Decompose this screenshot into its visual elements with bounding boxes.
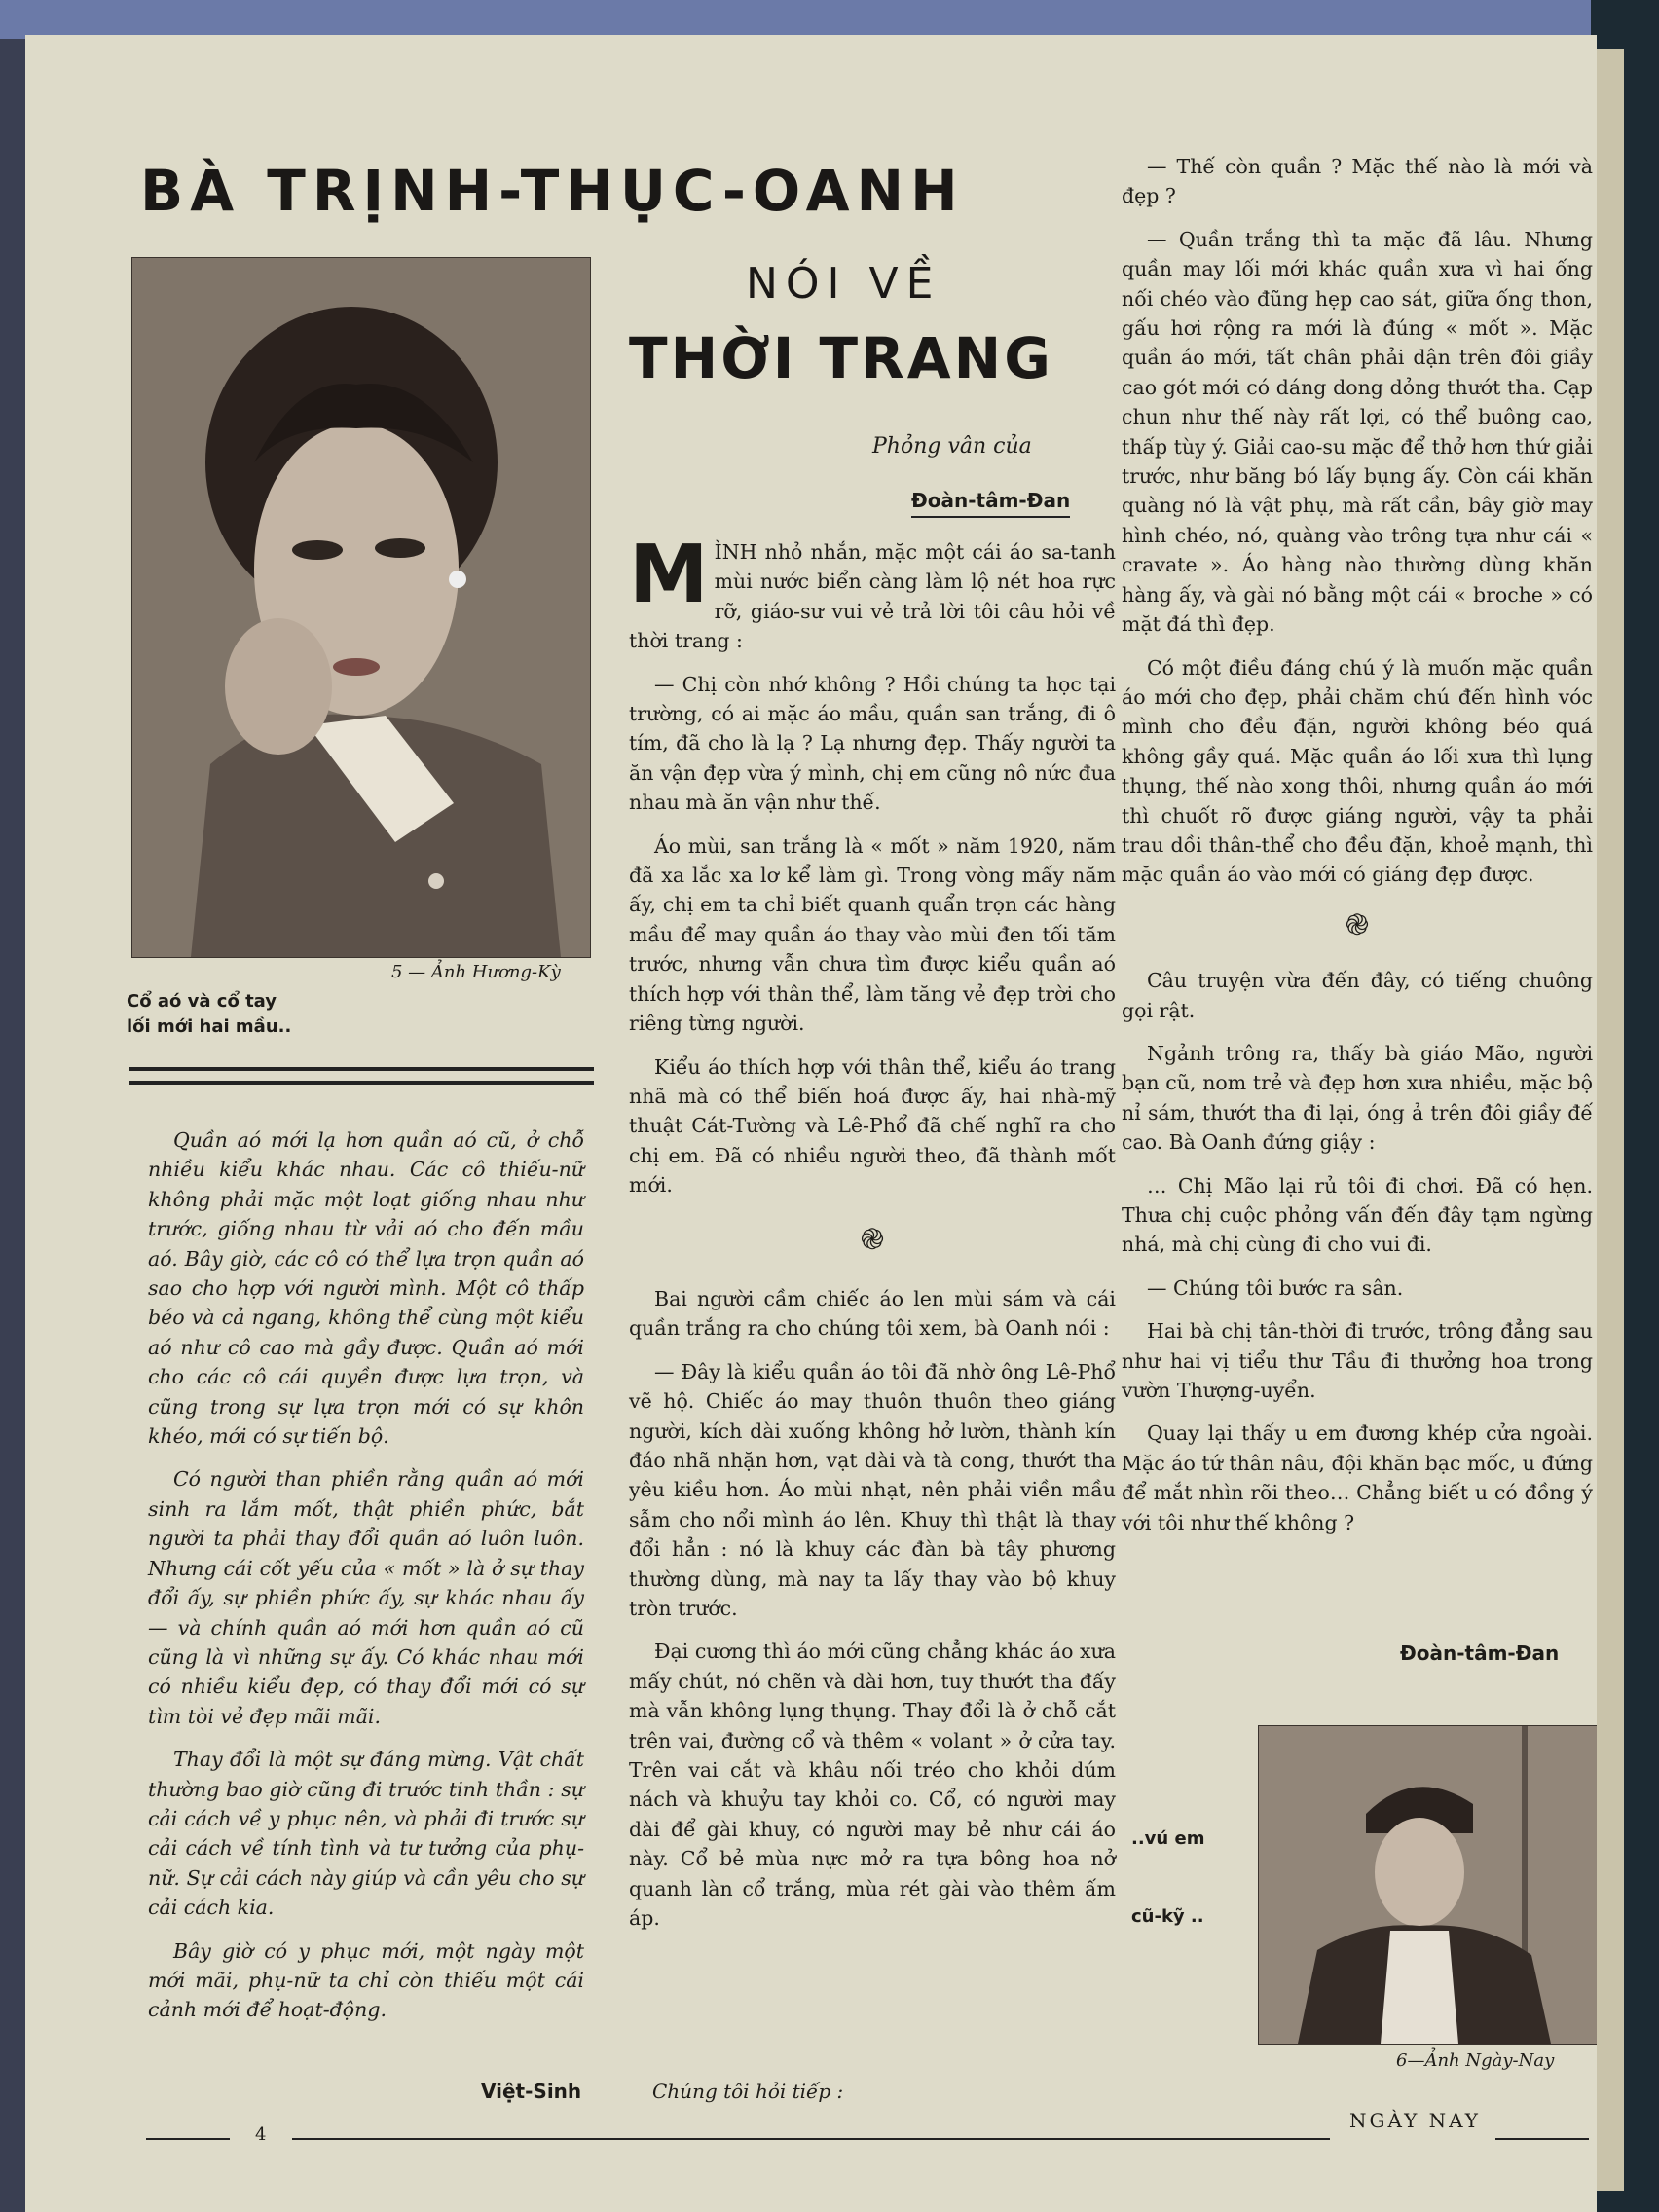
byline-author: Đoàn-tâm-Đan xyxy=(911,489,1070,518)
photo1-caption-line: lối mới hai mầu.. xyxy=(127,1016,292,1037)
interview-paragraph: — Quần trắng thì ta mặc đã lâu. Nhưng quần may lối mới khác quần xưa vì hai ống nối chéo vào đũng hẹp cao sát, giữa ống thon, gấu hơi rộng ra mới là đúng « mốt ». Mặc quần áo mới, tất chân phải dận trên đôi giầy cao gót mới có dáng dong dỏng thướt tha. Cạp chun như thế này rất lợi, có thể buông cao, thấp tùy ý. Giải cao-su mặc để thở hơn thứ giải trước, như băng bó lấy bụng ấy. Còn cái khăn quàng nó là vật phụ, mà rất cần, bây giờ may hình chéo, nó, quàng vào trông tựa như cái « cravate ». Áo hàng nào thường dùng khăn hàng ấy, và gài nó bằng một cái « broche » có mặt đá thì đẹp. xyxy=(1122,227,1593,637)
interview-paragraph: Câu truyện vừa đến đây, có tiếng chuông gọi rật. xyxy=(1122,969,1593,1022)
photo2-caption-line: cũ-kỹ .. xyxy=(1131,1906,1204,1927)
footer-rule xyxy=(292,2138,1330,2140)
editorial-signature: Việt-Sinh xyxy=(481,2080,582,2103)
ornament-icon: ֎ xyxy=(1345,907,1370,942)
interview-paragraph: Có một điều đáng chú ý là muốn mặc quần áo mới cho đẹp, phải chăm chú đến hình vóc mình cho đều đặn, người không béo quá không gầy quá. Mặc quần áo lối xưa thì lụng thụng, thế nào xong thôi, nhưng quần áo mới thì chuốt rõ được giáng người, vậy ta phải trau dồi thân-thể cho đều đặn, khoẻ mạnh, thì mặc quần áo vào mới có giáng đẹp được. xyxy=(1122,655,1593,887)
interview-paragraph: — Chị còn nhớ không ? Hồi chúng ta học tại trường, có ai mặc áo mầu, quần san trắng, đi ô tím, đã cho là lạ ? Lạ nhưng đẹp. Thấy người ta ăn vận đẹp vừa ý mình, chị em cũng nô nức đua nhau mà ăn vận như thế. xyxy=(629,672,1116,815)
interview-column-right xyxy=(1122,152,1593,1551)
interview-paragraph: Kiểu áo thích hợp với thân thể, kiểu áo trang nhã mà có thể biến hoá được ấy, hai nhà-mỹ thuật Cát-Tường và Lê-Phổ đã chế nghĩ ra cho chị em. Đã có nhiều người theo, đã thành mốt mới. xyxy=(629,1054,1116,1198)
interview-paragraph: — Chúng tôi bước ra sân. xyxy=(1147,1275,1404,1300)
editorial-paragraph: Quần aó mới lạ hơn quần aó cũ, ở chỗ nhiều kiểu khác nhau. Các cô thiếu-nữ không phải mặc một loạt giống nhau như trước, giống nhau từ vải aó cho đến mầu aó. Bây giờ, các cô có thể lựa trọn quần aó sao cho hợp với người mình. Một cô thấp béo và cả ngang, không thể cùng một kiểu aó như cô cao mà gầy được. Quần aó mới cho các cô cái quyền được lựa trọn, và cũng trong sự lựa trọn mới có sự khôn khéo, mới có sự tiến bộ. xyxy=(148,1128,584,1449)
drop-cap: M xyxy=(629,529,709,621)
interview-paragraph: — Thế còn quần ? Mặc thế nào là mới và đẹp ? xyxy=(1122,155,1593,208)
editorial-paragraph: Thay đổi là một sự đáng mừng. Vật chất thường bao giờ cũng đi trước tinh thần : sự cải cách về y phục nên, và phải đi trước sự cải cách về tính tình và tư tưởng của phụ-nữ. Sự cải cách này giúp và cần yêu cho sự cải cách kia. xyxy=(148,1748,584,1920)
nanny-photo xyxy=(1258,1725,1597,2045)
desk-background-top xyxy=(0,0,1659,39)
interview-paragraph: Hai bà chị tân-thời đi trước, trông đẳng sau như hai vị tiểu thư Tầu đi thưởng hoa trong vườn Thượng-uyển. xyxy=(1122,1319,1593,1403)
interview-paragraph: Quay lại thấy u em đương khép cửa ngoài. Mặc áo tứ thân nâu, đội khăn bạc mốc, u đứng để mắt nhìn rõi theo… Chẳng biết u có đồng ý với tôi như thế không ? xyxy=(1122,1421,1593,1534)
footer-rule xyxy=(1495,2138,1589,2140)
interview-paragraph: … Chị Mão lại rủ tôi đi chơi. Đã có hẹn. Thưa chị cuộc phỏng vấn đến đây tạm ngừng nhá, mà chị cùng đi cho vui đi. xyxy=(1122,1173,1593,1257)
portrait-photo xyxy=(131,257,591,958)
interview-paragraph: Ngảnh trông ra, thấy bà giáo Mão, người bạn cũ, nom trẻ và đẹp hơn xưa nhiều, mặc bộ nỉ sám, thướt tha đi lại, óng ả trên đôi giầy đế cao. Bà Oanh đứng giậy : xyxy=(1122,1041,1593,1155)
article-title: BÀ TRỊNH-THỤC-OANH xyxy=(140,158,965,224)
section-rule xyxy=(129,1081,594,1085)
editorial-paragraph: Có người than phiền rằng quần aó mới sinh ra lắm mốt, thật phiền phức, bắt người ta phải thay đổi quần aó luôn luôn. Nhưng cái cốt yếu của « mốt » là ở sự thay đổi ấy, sự phiền phức ấy, sự khác nhau ấy — và chính quần aó mới hơn quần aó cũ cũng là vì những sự ấy. Có khác nhau mới có nhiều kiểu đẹp, có thay đổi mới có sự tìm tòi vẻ đẹp mãi mãi. xyxy=(148,1467,584,1728)
article-subtitle-thoi-trang: THỜI TRANG xyxy=(629,325,1053,391)
byline-intro: Phỏng vân của xyxy=(872,434,1032,459)
ornament-icon: ֎ xyxy=(860,1222,885,1257)
portrait-illustration xyxy=(132,258,590,957)
interview-paragraph xyxy=(629,529,1116,656)
interview-signature: Đoàn-tâm-Đan xyxy=(1400,1641,1560,1665)
interview-first-text: ÌNH nhỏ nhắn, mặc một cái áo sa-tanh mùi nước biển càng làm lộ nét hoa rực rỡ, giáo-sư vui vẻ trả lời tôi câu hỏi về thời trang : xyxy=(629,540,1116,653)
editorial-column xyxy=(148,1125,584,2039)
interview-continuation: Chúng tôi hỏi tiếp : xyxy=(652,2080,844,2103)
magazine-page xyxy=(25,35,1597,2212)
editorial-paragraph: Bây giờ có y phục mới, một ngày một mới mãi, phụ-nữ ta chỉ còn thiếu một cái cảnh mới để hoạt-động. xyxy=(148,1938,584,2022)
page-binding-edge xyxy=(1597,49,1624,2191)
article-subtitle-noi-ve: NÓI VỀ xyxy=(746,259,941,309)
photo2-caption-line: ..vú em xyxy=(1131,1828,1205,1849)
interview-paragraph: Áo mùi, san trắng là « mốt » năm 1920, năm đã xa lắc xa lơ kể làm gì. Trong vòng mấy năm ấy, chị em ta chỉ biết quanh quẩn trọn các hàng mầu để may quần áo thay vào mùi đen tối tăm trước, nhưng vẫn chưa tìm được kiểu quần aó thích hợp với thân thể, làm tăng vẻ đẹp trời cho riêng từng người. xyxy=(629,833,1116,1036)
interview-column-middle xyxy=(629,529,1116,1946)
nanny-illustration xyxy=(1259,1726,1597,2044)
interview-paragraph: — Đây là kiểu quần áo tôi đã nhờ ông Lê-Phổ vẽ hộ. Chiếc áo may thuôn thuôn theo giáng người, kích dài xuống không hở lườn, thành kín đáo nhã nhặn hơn, vạt dài và tà cong, thướt tha yêu kiều hơn. Áo mùi nhạt, nên phải viền mầu sẫm cho nổi mình áo lên. Khuy thì thật là thay đổi hẳn : nó là khuy các đàn bà tây phương thường dùng, mà nay ta lấy thay vào bộ khuy tròn trước. xyxy=(629,1359,1116,1620)
photo1-caption xyxy=(127,989,291,1040)
photo1-caption-line: Cổ aó và cổ tay xyxy=(127,991,277,1012)
footer-rule xyxy=(146,2138,230,2140)
photo2-credit: 6—Ảnh Ngày-Nay xyxy=(1396,2050,1555,2071)
section-rule xyxy=(129,1067,594,1071)
magazine-name: NGÀY NAY xyxy=(1349,2109,1482,2132)
interview-paragraph: Bai người cầm chiếc áo len mùi sám và cái quần trắng ra cho chúng tôi xem, bà Oanh nói : xyxy=(629,1286,1116,1341)
interview-paragraph: Đại cương thì áo mới cũng chẳng khác áo xưa mấy chút, nó chẽn và dài hơn, tuy thướt tha đấy mà vẫn không lụng thụng. Thay đổi là ở chỗ cắt trên vai, đường cổ và thêm « volant » ở cửa tay. Trên vai cắt và khâu nối tréo cho khỏi dúm nách và khuỷu tay khỏi co. Cổ, có người may dài để gài khuy, có người may bẻ như cái áo này. Cổ bẻ mùa nực mở ra tựa bông hoa nở quanh làn cổ trắng, mùa rét gài vào thêm ấm áp. xyxy=(629,1640,1116,1931)
photo1-credit: 5 — Ảnh Hương-Kỳ xyxy=(391,962,561,982)
page-number: 4 xyxy=(255,2124,267,2145)
